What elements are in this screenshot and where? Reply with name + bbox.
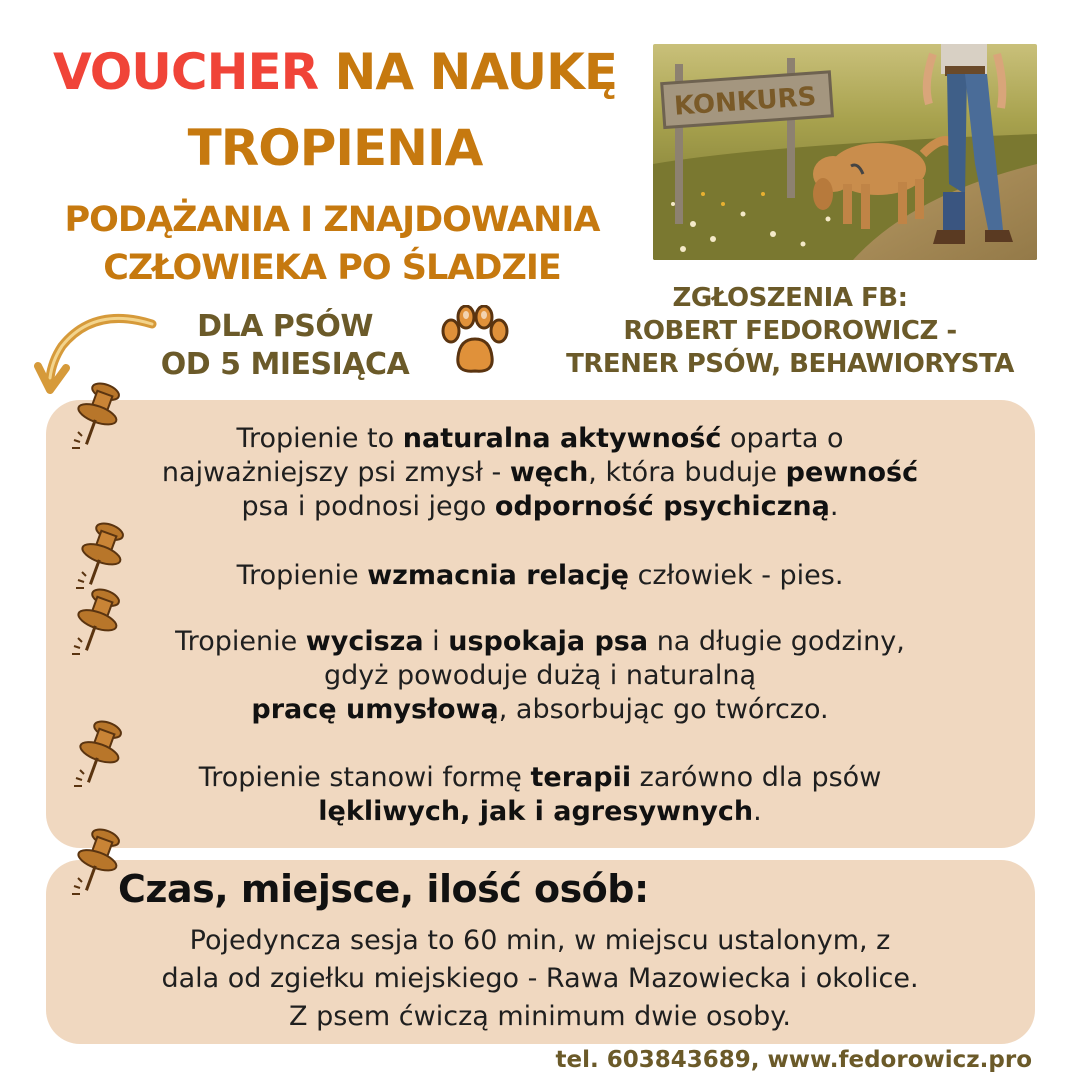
text: najważniejszy psi zmysł - — [161, 457, 510, 488]
details-line-1: Pojedyncza sesja to 60 min, w miejscu ustalonym, z — [189, 925, 891, 956]
text: , która buduje — [588, 457, 786, 488]
text: człowiek - pies. — [628, 560, 844, 591]
bold-text: terapii — [530, 762, 632, 793]
text: . — [753, 796, 762, 827]
bold-text: naturalna aktywność — [402, 423, 722, 454]
text: Tropienie to — [236, 423, 403, 454]
bold-text: uspokaja psa — [448, 626, 649, 657]
subtitle-line-2: CZŁOWIEKA PO ŚLADZIE — [103, 248, 561, 288]
sign-text: KONKURS — [673, 81, 818, 122]
title-na-nauke: NA NAUKĘ — [334, 43, 617, 101]
text: zarówno dla psów — [631, 762, 882, 793]
text: Tropienie — [236, 560, 368, 591]
text: . — [829, 491, 839, 522]
text: psa i podnosi jego — [241, 491, 495, 522]
details-line-3: Z psem ćwiczą minimum dwie osoby. — [289, 1001, 791, 1032]
photo-dog-tracking — [653, 44, 1037, 260]
bold-text: pewność — [785, 457, 919, 488]
title-line-2: TROPIENIA — [187, 119, 483, 177]
details-heading: Czas, miejsce, ilość osób: — [118, 867, 649, 911]
bold-text: węch — [509, 457, 589, 488]
details-line-2: dala od zgiełku miejskiego - Rawa Mazowiecka i okolice. — [161, 963, 919, 994]
audience-line-2: OD 5 MIESIĄCA — [160, 347, 410, 382]
bold-text: pracę umysłową — [251, 694, 499, 725]
contact-info: tel. 603843689, www.fedorowicz.pro — [555, 1047, 1032, 1073]
benefit-1 — [60, 422, 1020, 524]
text: i — [423, 626, 449, 657]
title-line-1 — [20, 42, 650, 102]
bold-text: wzmacnia relację — [367, 560, 629, 591]
pushpin-icon — [66, 586, 126, 664]
signup-info — [520, 282, 1060, 381]
paw-icon — [438, 305, 512, 377]
bold-text: wycisza — [305, 626, 424, 657]
signup-line-1: ZGŁOSZENIA FB: — [672, 283, 908, 313]
text: oparta o — [721, 423, 844, 454]
benefit-2 — [60, 559, 1020, 593]
text: gdyż powoduje dużą i naturalną — [323, 660, 756, 691]
text: na długie godziny, — [648, 626, 905, 657]
bold-text: lękliwych, jak i agresywnych — [318, 796, 754, 827]
pushpin-icon — [66, 826, 126, 904]
subtitle — [12, 196, 652, 292]
pushpin-icon — [68, 718, 128, 796]
pushpin-icon — [66, 380, 126, 458]
signup-line-2: ROBERT FEDOROWICZ - — [623, 316, 957, 346]
text: Tropienie stanowi formę — [198, 762, 531, 793]
text: , absorbując go twórczo. — [498, 694, 829, 725]
bold-text: odporność psychiczną — [494, 491, 830, 522]
benefit-4 — [60, 761, 1020, 829]
audience-label — [135, 308, 435, 384]
title-voucher: VOUCHER — [52, 43, 319, 101]
audience-line-1: DLA PSÓW — [197, 309, 373, 344]
benefit-3 — [60, 625, 1020, 727]
signup-line-3: TRENER PSÓW, BEHAWIORYSTA — [566, 349, 1014, 379]
text: Tropienie — [175, 626, 306, 657]
subtitle-line-1: PODĄŻANIA I ZNAJDOWANIA — [64, 200, 600, 240]
details-text — [60, 922, 1020, 1036]
